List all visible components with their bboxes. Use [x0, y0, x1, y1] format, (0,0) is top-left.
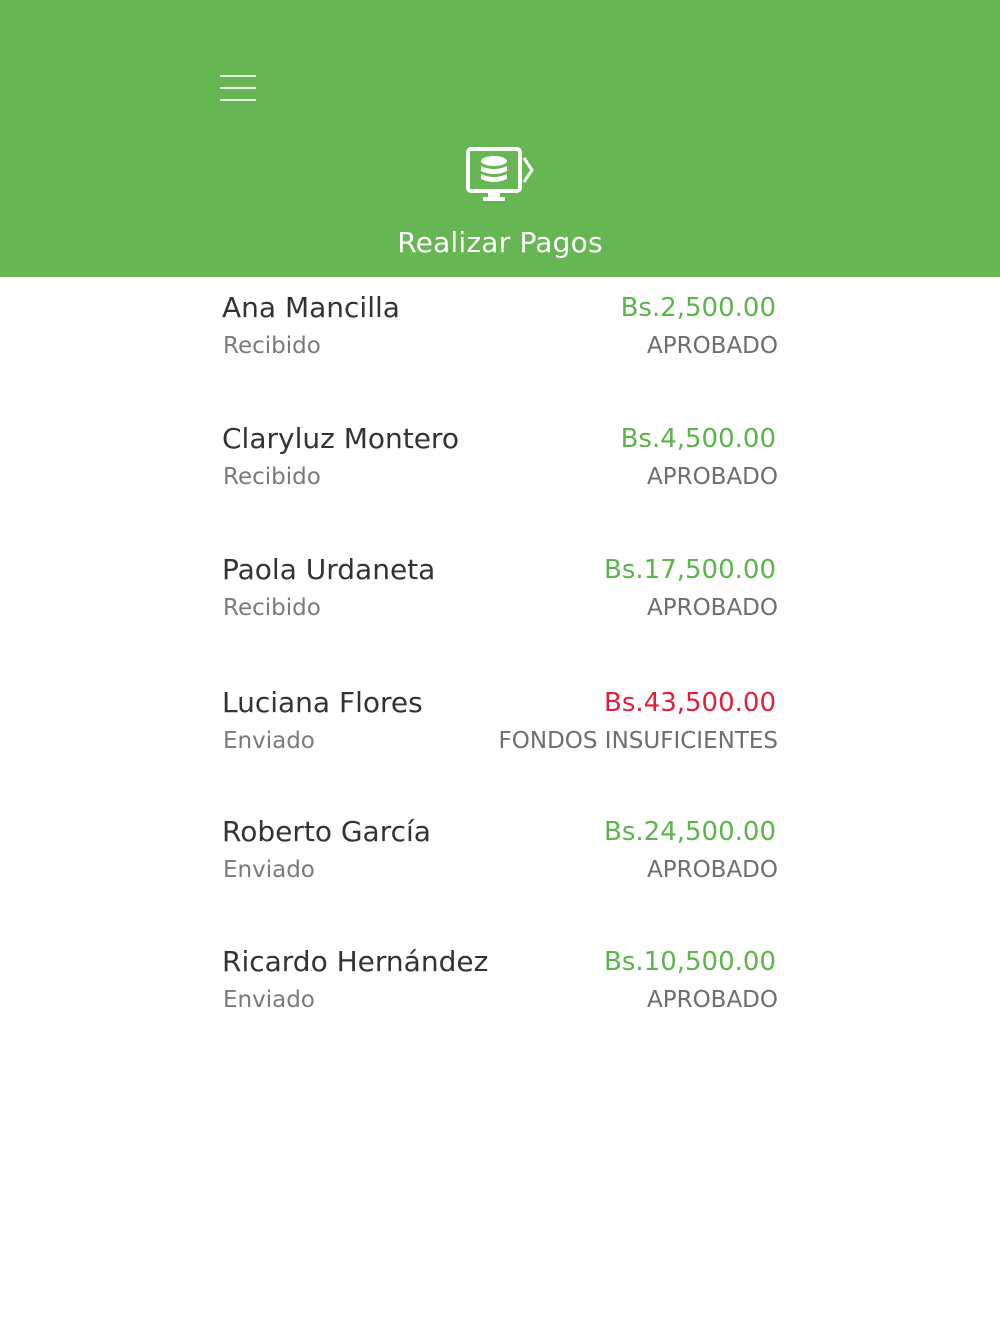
transaction-name: Ricardo Hernández	[222, 945, 489, 978]
transaction-status: APROBADO	[646, 333, 778, 359]
transaction-amount: Bs.2,500.00	[620, 293, 776, 323]
transaction-status: FONDOS INSUFICIENTES	[498, 728, 778, 754]
transaction-name: Paola Urdaneta	[222, 553, 436, 586]
transaction-name: Ana Mancilla	[222, 291, 400, 324]
header-bar	[0, 0, 1000, 277]
menu-button[interactable]	[214, 66, 262, 110]
transaction-type: Enviado	[223, 728, 315, 754]
transaction-type: Recibido	[223, 333, 321, 359]
transaction-row[interactable]	[222, 553, 778, 653]
transaction-amount: Bs.17,500.00	[604, 555, 776, 585]
transaction-amount: Bs.4,500.00	[620, 424, 776, 454]
transaction-row[interactable]	[222, 686, 778, 786]
transaction-status: APROBADO	[646, 857, 778, 883]
transaction-type: Recibido	[223, 464, 321, 490]
transaction-amount: Bs.10,500.00	[604, 947, 776, 977]
transaction-status: APROBADO	[646, 595, 778, 621]
transaction-type: Recibido	[223, 595, 321, 621]
transaction-amount: Bs.24,500.00	[604, 817, 776, 847]
transaction-status: APROBADO	[646, 987, 778, 1013]
transaction-row[interactable]	[222, 291, 778, 391]
transaction-name: Claryluz Montero	[222, 422, 459, 455]
transaction-name: Roberto García	[222, 815, 431, 848]
page-title: Realizar Pagos	[397, 226, 603, 259]
transaction-amount: Bs.43,500.00	[604, 688, 776, 718]
transaction-status: APROBADO	[646, 464, 778, 490]
transaction-type: Enviado	[223, 857, 315, 883]
transaction-name: Luciana Flores	[222, 686, 423, 719]
transaction-row[interactable]	[222, 945, 778, 1045]
payment-monitor-icon	[462, 142, 540, 206]
transaction-row[interactable]	[222, 422, 778, 522]
transaction-type: Enviado	[223, 987, 315, 1013]
transaction-row[interactable]	[222, 815, 778, 915]
